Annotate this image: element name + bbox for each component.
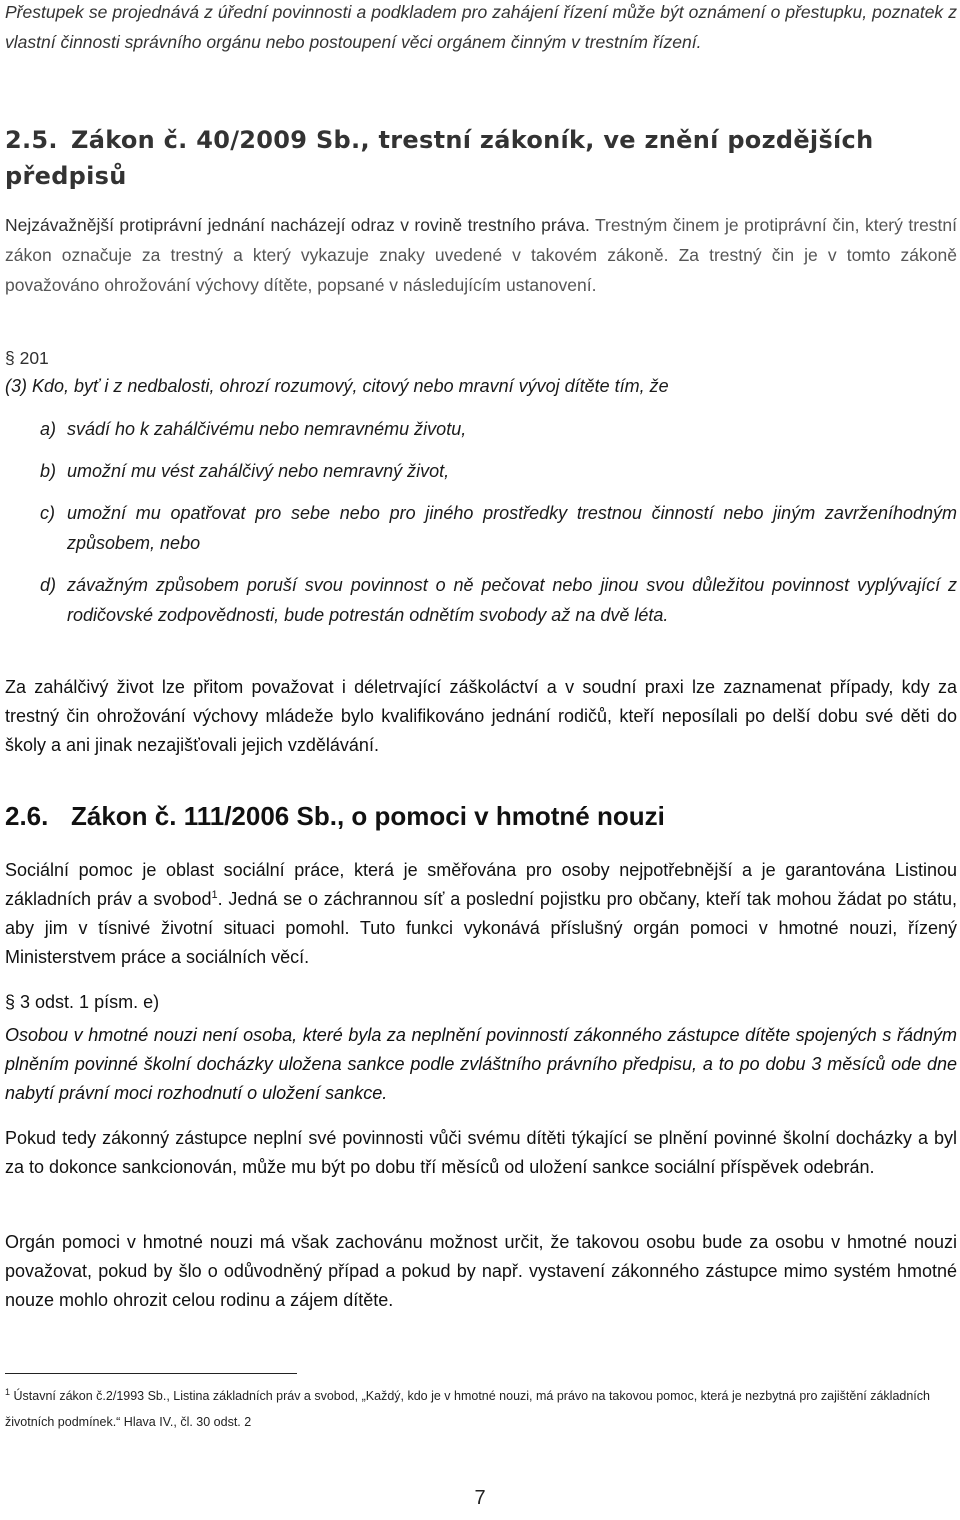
section-title-bold: Zákon č. 40/2009 Sb.	[71, 126, 361, 154]
provision-items	[40, 414, 957, 630]
page-number: 7	[474, 1487, 486, 1509]
section-ref-text: 3 odst. 1 písm. e)	[15, 992, 160, 1012]
exception-paragraph: Orgán pomoci v hmotné nouzi má však zachovánu možnost určit, že takovou osobu bude za osobu v hmotné nouzi považovat, pokud by šlo o odůvodněný případ a pokud by např. vystavení zákonného zástupce mimo systém hmotné nouze mohlo ohrozit celou rodinu a zájem dítěte.	[5, 1232, 957, 1310]
section-ref-201	[5, 343, 957, 373]
section-sign-icon: §	[5, 992, 16, 1012]
section-title-rest: , trestní zákoník, ve znění pozdějších předpisů	[5, 126, 874, 190]
section-heading-2-6	[5, 800, 957, 832]
section-number: 2.6.	[5, 801, 49, 831]
intro-paragraph: Přestupek se projednává z úřední povinnosti a podkladem pro zahájení řízení může být oznámení o přestupku, poznatek z vlastní činnosti správního orgánu nebo postoupení věci orgánem činným v trestním řízení.	[5, 2, 957, 52]
section-heading-2-5	[5, 122, 957, 194]
footnote-mark: 1	[5, 1387, 11, 1397]
criminal-law-paragraph	[5, 210, 957, 300]
truancy-paragraph: Za zahálčivý život lze přitom považovat i déletrvající záškoláctví a v soudní praxi lze zaznamenat případy, kdy za trestný čin ohrožování výchovy mládeže bylo kvalifikováno jednání rodičů, kteří neposílali po delší dobu své děti do školy a ani jinak nezajišťovali jejich vzdělávání.	[5, 677, 957, 755]
provision-item-d: d) závažným způsobem poruší svou povinnost o ně pečovat nebo jinou svou důležitou povinnost vyplývající z rodičovské zodpovědnosti, bude potrestán odnětím svobody až na dvě léta.	[40, 575, 957, 625]
section-title-bold: Zákon č. 111/2006 Sb.	[71, 801, 337, 831]
section-ref-text: 201	[14, 348, 49, 368]
provision-item-b: b) umožní mu vést zahálčivý nebo nemravný život,	[40, 461, 450, 481]
footnote-reference[interactable]: 1	[211, 889, 218, 901]
footnote-text: , Listina základních práv a svobod, „Každý, kdo je v hmotné nouzi, má právo na takovou pomoc, která je nezbytná pro zajištění základních životních podmínek.“ Hlava IV., čl. 30 odst. 2	[5, 1389, 930, 1429]
provision-item-a: a) svádí ho k zahálčivému nebo nemravnému životu,	[40, 419, 467, 439]
footnote-source: Ústavní zákon č.2/1993 Sb.	[10, 1389, 167, 1403]
social-help-paragraph: Sociální pomoc je oblast sociální práce, která je směřována pro osoby nejpotřebnější a je garantována Listinou základních práv a svobod$^1$. Jedná se o záchrannou síť a poslední pojistku pro občany, kteří tak mohou žádat po státu, aby jim v tísnivé životní situaci pomohl. Tuto funkci vykonává příslušný orgán pomoci v hmotné nouzi, řízený Ministerstvem práce a sociálních věcí.	[5, 860, 957, 967]
sanction-paragraph: Pokud tedy zákonný zástupce neplní své povinnosti vůči svému dítěti týkající se plnění povinné školní docházky a byl za to dokonce sankcionován, může mu být po dobu tří měsíců od uložení sankce sociální příspěvek odebrán.	[5, 1128, 957, 1177]
sentence-second: Trestným činem je protiprávní čin, který trestní zákon označuje za trestný a který vykazuje znaky uvedené v takovém zákoně.	[5, 215, 958, 265]
footnote-separator	[5, 1373, 297, 1374]
sentence-first: Nejzávažnější protiprávní jednání nacházejí odraz v rovině trestního práva.	[5, 215, 590, 235]
sentence-third: Za trestný čin je v tomto zákoně považováno ohrožování výchovy dítěte, popsané v následujícím ustanovení.	[5, 245, 957, 295]
footnote	[5, 1383, 940, 1435]
section-ref-3	[5, 987, 957, 1017]
section-number: 2.5.	[5, 126, 58, 154]
section-title-rest: , o pomoci v hmotné nouzi	[336, 801, 665, 831]
provision-item-c: c) umožní mu opatřovat pro sebe nebo pro jiného prostředky trestnou činností nebo jiným zavrženíhodným způsobem, nebo	[40, 503, 957, 553]
provision-lead: (3) Kdo, byť i z nedbalosti, ohrozí rozumový, citový nebo mravní vývoj dítěte tím, že	[5, 376, 669, 396]
provision-quote: Osobou v hmotné nouzi není osoba, které byla za neplnění povinností zákonného zástupce dítěte spojených s řádným plněním povinné školní docházky uložena sankce podle zvláštního právního předpisu, a to po dobu 3 měsíců ode dne nabytí právní moci rozhodnutí o uložení sankce.	[5, 1025, 957, 1103]
section-sign-icon: §	[5, 348, 15, 368]
